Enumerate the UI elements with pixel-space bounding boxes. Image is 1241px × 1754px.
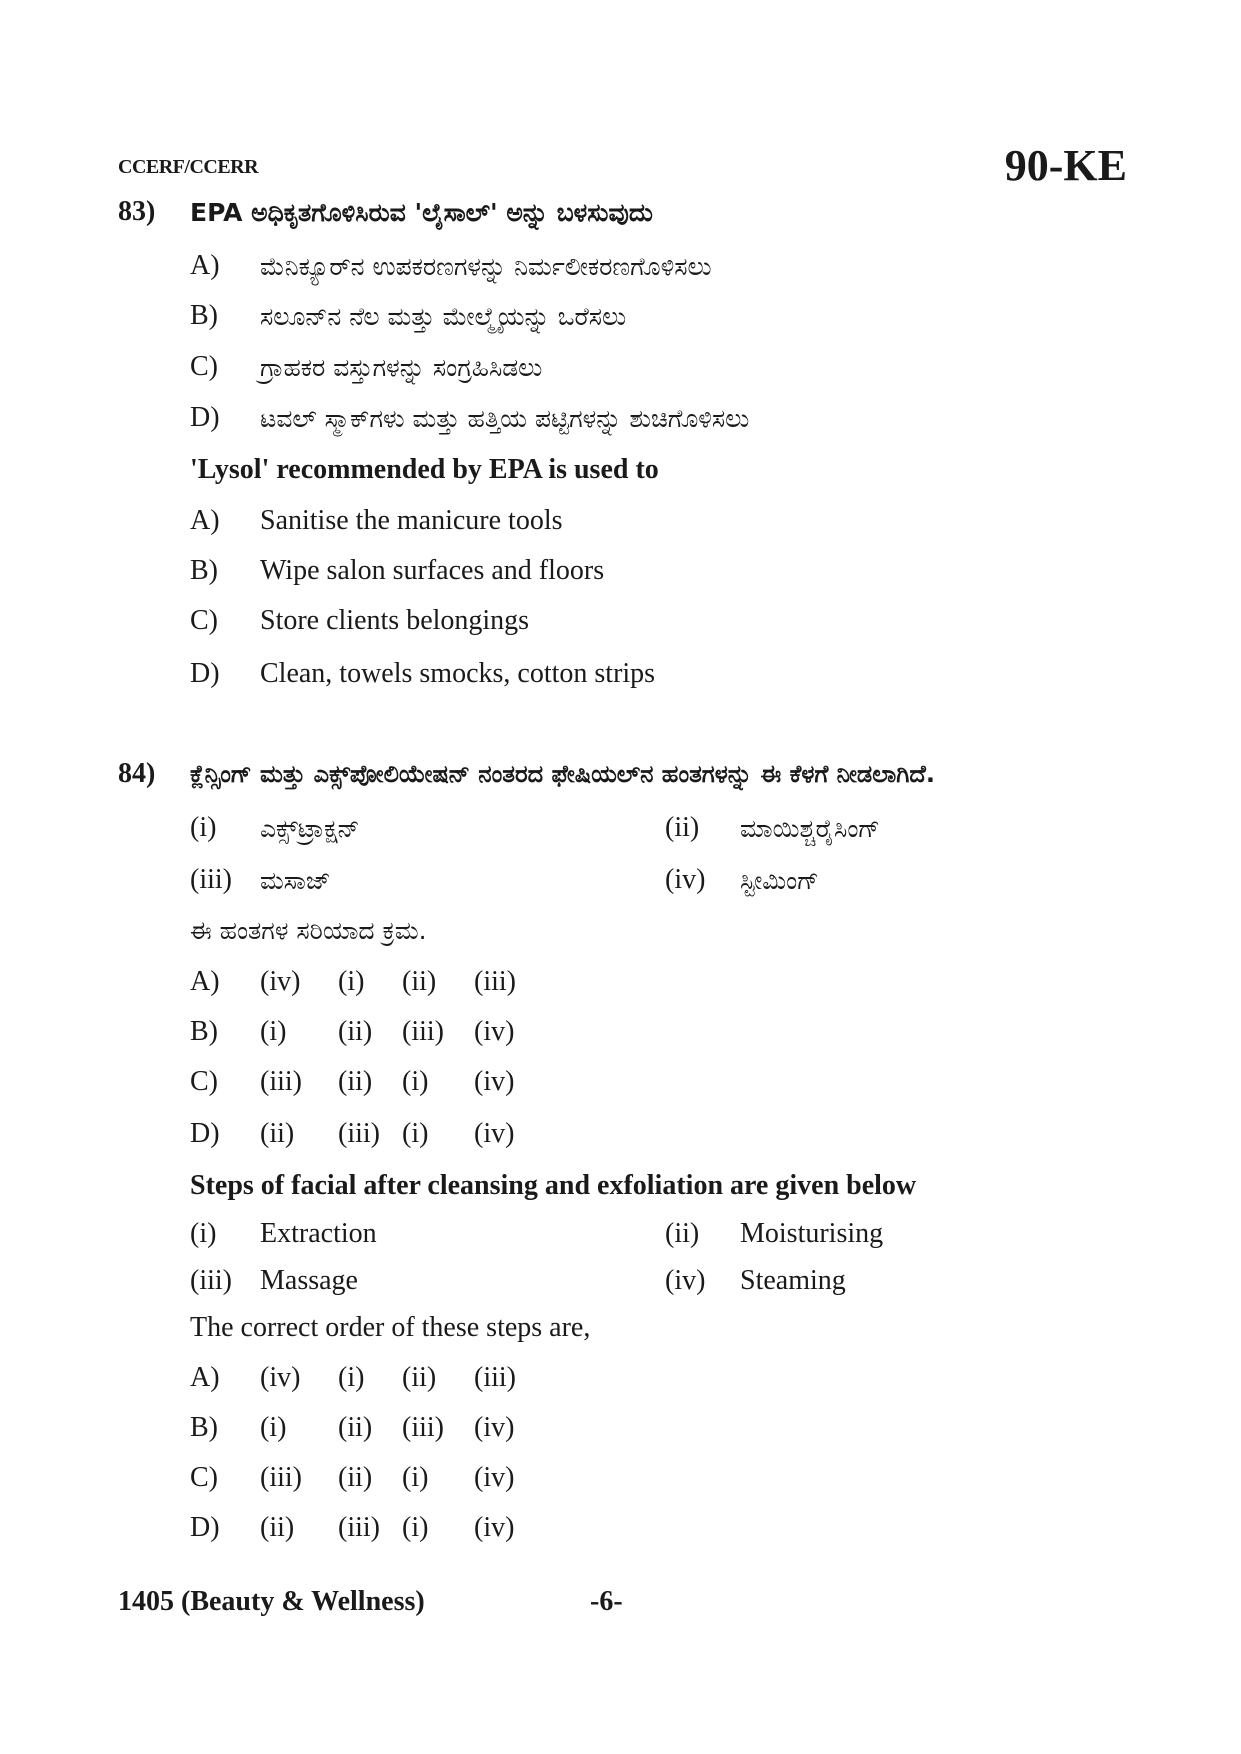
item-text: Extraction: [260, 1218, 377, 1249]
option-label: C): [190, 351, 218, 382]
order-prompt-kannada: ಈ ಹಂತಗಳ ಸರಿಯಾದ ಕ್ರಮ.: [190, 916, 427, 945]
option-text-kannada: ಮೆನಿಕ್ಯೂರ್‌ನ ಉಪಕರಣಗಳನ್ನು ನಿರ್ಮಲೀಕರಣಗೊಳಿಸಲು: [260, 252, 712, 281]
option-text: Store clients belongings: [260, 605, 530, 636]
option-label: D): [190, 402, 220, 433]
option-label: A): [190, 966, 220, 997]
sequence-step: (ii): [338, 1462, 373, 1493]
option-label: D): [190, 1512, 220, 1543]
option-label: D): [190, 1118, 220, 1149]
sequence-step: (ii): [338, 1412, 373, 1443]
item-label: (i): [190, 1218, 217, 1249]
item-label: (iv): [665, 1265, 706, 1296]
sequence-step: (iv): [474, 1512, 515, 1543]
option-label: C): [190, 605, 218, 636]
option-text: Sanitise the manicure tools: [260, 505, 563, 536]
item-label: (ii): [665, 812, 700, 843]
option-text: Wipe salon surfaces and floors: [260, 555, 605, 586]
sequence-step: (iv): [474, 1412, 515, 1443]
item-text: Massage: [260, 1265, 358, 1296]
sequence-step: (ii): [338, 1066, 373, 1097]
paper-code: 90-KE: [1004, 141, 1127, 190]
option-text-kannada: ಸಲೂನ್‌ನ ನೆಲ ಮತ್ತು ಮೇಲ್ಮೈಯನ್ನು ಒರೆಸಲು: [260, 302, 627, 331]
sequence-step: (iv): [474, 1462, 515, 1493]
option-text-kannada: ಟವಲ್ ಸ್ಮಾಕ್‌ಗಳು ಮತ್ತು ಹತ್ತಿಯ ಪಟ್ಟಿಗಳನ್ನು ಶುಚಿಗೊಳಿಸಲು: [260, 404, 750, 433]
sequence-step: (i): [338, 1362, 365, 1393]
item-text: Moisturising: [740, 1218, 884, 1249]
sequence-step: (iv): [260, 966, 301, 997]
sequence-step: (iii): [260, 1462, 302, 1493]
option-label: B): [190, 1412, 218, 1443]
item-label: (i): [190, 812, 217, 843]
option-label: B): [190, 555, 218, 586]
item-label: (iii): [190, 864, 232, 895]
sequence-step: (ii): [402, 966, 437, 997]
page-number: -6-: [590, 1586, 623, 1617]
option-label: A): [190, 250, 220, 281]
item-text: Steaming: [740, 1265, 846, 1296]
option-label: B): [190, 1016, 218, 1047]
item-text-kannada: ಸ್ಟೀಮಿಂಗ್: [740, 866, 819, 895]
sequence-step: (i): [402, 1118, 429, 1149]
option-label: C): [190, 1066, 218, 1097]
exam-code: CCERF/CCERR: [118, 156, 259, 178]
footer-subject: 1405 (Beauty & Wellness): [118, 1586, 425, 1617]
sequence-step: (iii): [474, 966, 516, 997]
option-label: C): [190, 1462, 218, 1493]
sequence-step: (ii): [260, 1512, 295, 1543]
sequence-step: (iv): [474, 1066, 515, 1097]
order-prompt: The correct order of these steps are,: [190, 1312, 591, 1343]
sequence-step: (i): [260, 1016, 287, 1047]
item-text-kannada: ಎಕ್ಸ್‌ಟ್ರಾಕ್ಷನ್: [260, 814, 360, 843]
question-83-kannada: EPA ಅಧಿಕೃತಗೊಳಿಸಿರುವ 'ಲೈಸಾಲ್' ಅನ್ನು ಬಳಸುವುದು: [190, 198, 653, 227]
sequence-step: (iii): [402, 1016, 444, 1047]
item-label: (iv): [665, 864, 706, 895]
question-84-english: Steps of facial after cleansing and exfoliation are given below: [190, 1170, 917, 1201]
sequence-step: (iii): [338, 1118, 380, 1149]
sequence-step: (iii): [260, 1066, 302, 1097]
sequence-step: (iii): [338, 1512, 380, 1543]
item-text-kannada: ಮಸಾಜ್: [260, 866, 331, 895]
question-number: 83): [118, 196, 156, 227]
question-number: 84): [118, 758, 156, 789]
sequence-step: (i): [402, 1462, 429, 1493]
option-text-kannada: ಗ್ರಾಹಕರ ವಸ್ತುಗಳನ್ನು ಸಂಗ್ರಹಿಸಿಡಲು: [260, 353, 543, 382]
item-label: (ii): [665, 1218, 700, 1249]
option-label: B): [190, 300, 218, 331]
sequence-step: (i): [402, 1512, 429, 1543]
sequence-step: (i): [260, 1412, 287, 1443]
sequence-step: (i): [402, 1066, 429, 1097]
sequence-step: (ii): [338, 1016, 373, 1047]
sequence-step: (ii): [402, 1362, 437, 1393]
sequence-step: (ii): [260, 1118, 295, 1149]
sequence-step: (iv): [474, 1118, 515, 1149]
sequence-step: (iii): [474, 1362, 516, 1393]
option-text: Clean, towels smocks, cotton strips: [260, 658, 656, 689]
option-label: A): [190, 505, 220, 536]
sequence-step: (iii): [402, 1412, 444, 1443]
sequence-step: (iv): [474, 1016, 515, 1047]
sequence-step: (iv): [260, 1362, 301, 1393]
question-83-english: 'Lysol' recommended by EPA is used to: [190, 454, 659, 485]
item-text-kannada: ಮಾಯಿಶ್ಚರೈಸಿಂಗ್: [740, 814, 881, 843]
sequence-step: (i): [338, 966, 365, 997]
option-label: A): [190, 1362, 220, 1393]
option-label: D): [190, 658, 220, 689]
question-84-kannada: ಕ್ಲೆನ್ಸಿಂಗ್ ಮತ್ತು ಎಕ್ಸ್‌ಪೋಲಿಯೇಷನ್ ನಂತರದ ಫೇಷಿಯಲ್‌ನ ಹಂತಗಳನ್ನು ಈ ಕೆಳಗೆ ನೀಡಲಾಗಿದೆ.: [190, 760, 935, 788]
item-label: (iii): [190, 1265, 232, 1296]
